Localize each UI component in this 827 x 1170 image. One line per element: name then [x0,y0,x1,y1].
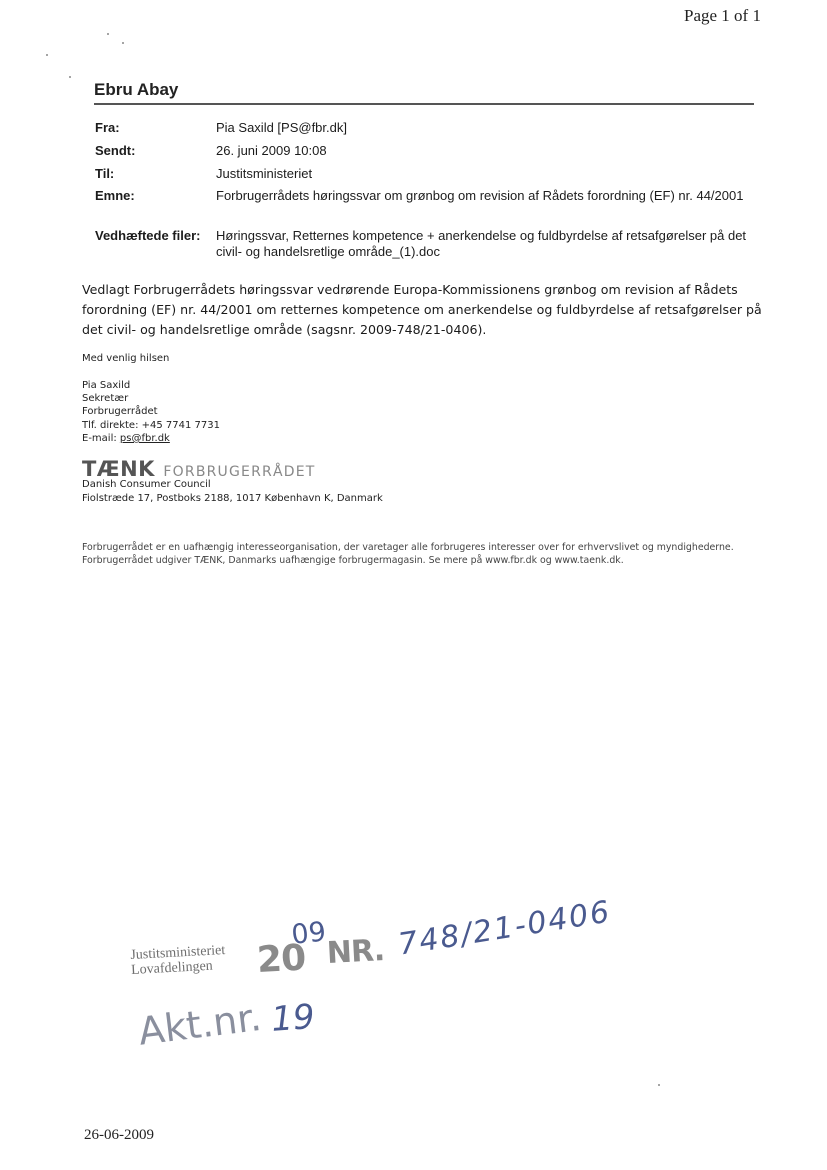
signature-title: Sekretær [82,393,129,404]
stamp-akt-number: 19 [270,996,316,1040]
sent-label: Sendt: [95,143,136,158]
logo-forbrugerraadet: FORBRUGERRÅDET [163,464,316,480]
stamp-nr-label: NR. [326,933,385,971]
org-address: Fiolstræde 17, Postboks 2188, 1017 København K, Danmark [82,493,383,504]
scan-speck [658,1084,660,1086]
header-divider [94,103,754,105]
stamp-office [130,943,226,978]
sender-name: Ebru Abay [94,80,179,99]
signature-greeting: Med venlig hilsen [82,353,170,364]
taenk-logo [82,457,316,481]
subject-label: Emne: [95,188,135,203]
stamp-office-line1: Justitsministeriet [130,943,226,963]
logo-taenk: TÆNK [82,457,155,481]
stamp-office-line2: Lovafdelingen [130,958,214,978]
attachments-label: Vedhæftede filer: [95,228,201,243]
to-label: Til: [95,166,115,181]
email-body: Vedlagt Forbrugerrådets høringssvar vedrørende Europa-Kommissionens grønbog om revision af Rådets forordning (EF) nr. 44/2001 om retternes kompetence om anerkendelse og fuldbyrdelse af retsafgørelser på det civil- og handelsretlige område (sagsnr. 2009-748/21-0406). [82,282,762,337]
scan-speck [46,54,48,56]
signature-email-line [82,433,170,444]
org-english-name: Danish Consumer Council [82,479,211,490]
signature-name: Pia Saxild [82,380,131,391]
signature-email-link[interactable]: ps@fbr.dk [119,433,170,444]
to-value: Justitsministeriet [216,166,313,181]
sent-value: 26. juni 2009 10:08 [216,143,327,158]
signature-email-label: E-mail: [82,433,120,444]
from-value: Pia Saxild [PS@fbr.dk] [216,120,347,135]
stamp-year-handwritten: 09 [290,916,328,951]
signature-org: Forbrugerrådet [82,406,158,417]
stamp-akt-label: Akt.nr. [136,994,264,1054]
disclaimer: Forbrugerrådet er en uafhængig interesseorganisation, der varetager alle forbrugeres interesser over for erhvervslivet og myndighederne. Forbrugerrådet udgiver TÆNK, Danmarks uafhængige forbrugermagasin. Se mere på www.fbr.dk og www.taenk.dk. [82,542,734,566]
signature-phone: Tlf. direkte: +45 7741 7731 [82,420,220,431]
stamp-case-number: 748/21-0406 [396,894,614,963]
scan-speck [69,76,71,78]
scan-speck [122,42,124,44]
stamp-year-printed: 20 [256,937,307,981]
scan-speck [107,33,109,35]
from-label: Fra: [95,120,120,135]
print-date: 26-06-2009 [84,1127,154,1143]
attachments-value: Høringssvar, Retternes kompetence + anerkendelse og fuldbyrdelse af retsafgørelser på det civil- og handelsretlige område_(1).doc [216,228,747,259]
subject-value: Forbrugerrådets høringssvar om grønbog om revision af Rådets forordning (EF) nr. 44/2001 [216,188,744,203]
page-number: Page 1 of 1 [684,6,761,25]
